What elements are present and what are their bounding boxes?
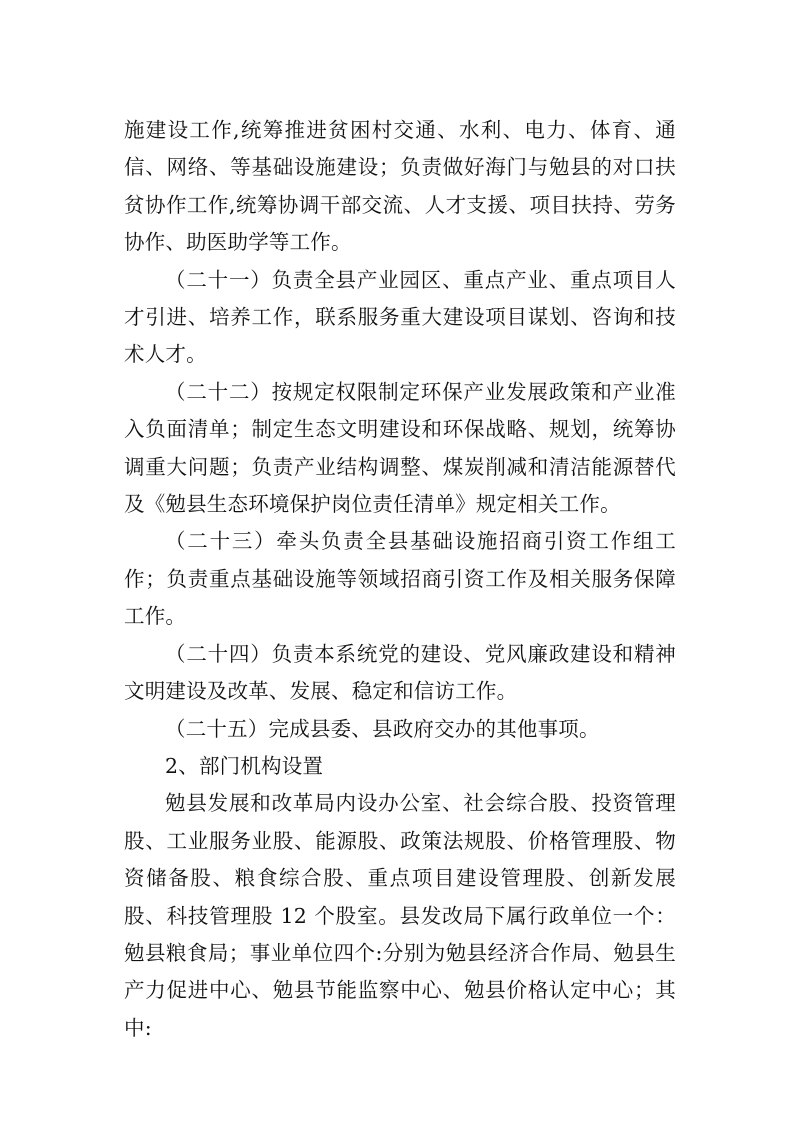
paragraph-item-21: （二十一）负责全县产业园区、重点产业、重点项目人才引进、培养工作，联系服务重大建设项目谋划、咨询和技术人才。 xyxy=(124,267,676,367)
section-heading: 2、部门机构设置 xyxy=(165,753,324,778)
paragraph-item-22: （二十二）按规定权限制定环保产业发展政策和产业准入负面清单；制定生态文明建设和环保战略、规划，统筹协调重大问题；负责产业结构调整、煤炭削减和清洁能源替代及《勉县生态环境保护岗位责任清单》规定相关工作。 xyxy=(124,379,676,517)
paragraph-item-23: （二十三）牵头负责全县基础设施招商引资工作组工作；负责重点基础设施等领域招商引资工作及相关服务保障工作。 xyxy=(124,529,676,629)
document-body xyxy=(124,112,676,1047)
paragraph-continuation: 施建设工作,统筹推进贫困村交通、水利、电力、体育、通信、网络、等基础设施建设；负责做好海门与勉县的对口扶贫协作工作,统筹协调干部交流、人才支援、项目扶持、劳务协作、助医助学等工作。 xyxy=(124,118,676,255)
paragraph-org-structure: 勉县发展和改革局内设办公室、社会综合股、投资管理股、工业服务业股、能源股、政策法规股、价格管理股、物资储备股、粮食综合股、重点项目建设管理股、创新发展股、科技管理股 12 个股室。县发改局下属行政单位一个：勉县粮食局；事业单位四个:分别为勉县经济合作局、勉县生产力促进中心、勉县节能监察中心、勉县价格认定中心；其中: xyxy=(124,791,676,1040)
paragraph-item-25: （二十五）完成县委、县政府交办的其他事项。 xyxy=(165,716,600,741)
paragraph-item-24: （二十四）负责本系统党的建设、党风廉政建设和精神文明建设及改革、发展、稳定和信访工作。 xyxy=(124,641,676,704)
